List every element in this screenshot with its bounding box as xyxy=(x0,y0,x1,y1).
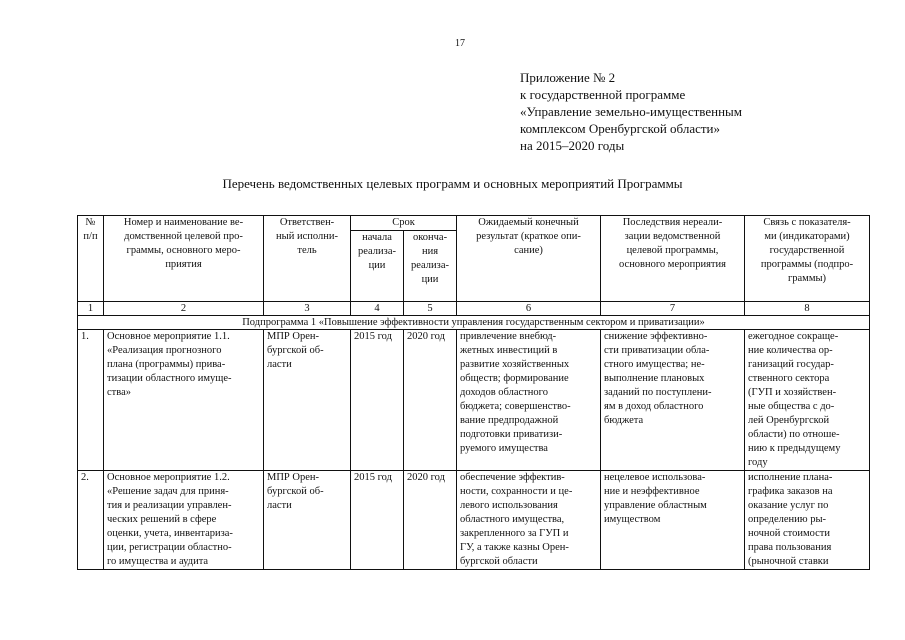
row-link xyxy=(745,471,870,570)
row-link-text: ежегодное сокраще- ние количества ор- ганизаций государ- ственного сектора (ГУП и хозяйствен- ные общества с до- лей Оренбургской области) по отноше- нию к предыдущему году xyxy=(748,331,841,468)
row-name-text: Основное мероприятие 1.2. «Решение задач для приня- тия и реализации управлен- ческих решений в сфере оценки, учета, инвентариза- ции, регистрации областно- го имущества и аудита xyxy=(107,472,233,567)
header-link xyxy=(745,216,870,302)
row-result xyxy=(457,471,601,570)
row-end: 2020 год xyxy=(404,471,457,570)
table-row xyxy=(78,471,870,570)
row-consequences-text: снижение эффективно- сти приватизации обла- стного имущества; не- выполнение плановых заданий по поступлени- ям в доход областного бюджета xyxy=(604,331,712,426)
table-header-row xyxy=(78,216,870,231)
document-title: Перечень ведомственных целевых программ и основных мероприятий Программы xyxy=(222,176,683,191)
header-name-text: Номер и наименование ве- домственной целевой про- граммы, основного меро- приятия xyxy=(123,217,244,270)
column-number: 6 xyxy=(457,302,601,316)
row-responsible-text: МПР Орен- бургской об- ласти xyxy=(267,472,324,511)
programs-table xyxy=(77,215,870,570)
header-term-end xyxy=(404,231,457,302)
row-num: 1. xyxy=(78,330,104,471)
column-number: 1 xyxy=(78,302,104,316)
header-term-start-text: начала реализа- ции xyxy=(358,232,396,271)
column-number: 7 xyxy=(601,302,745,316)
column-numbers-row xyxy=(78,302,870,316)
subprogram-title: Подпрограмма 1 «Повышение эффективности управления государственным сектором и приватизации» xyxy=(78,316,870,330)
row-result-text: обеспечение эффектив- ности, сохранности и це- левого использования областного имущества, закрепленного за ГУП и ГУ, а также казны Орен- бургской области xyxy=(460,472,573,567)
row-consequences xyxy=(601,330,745,471)
row-link xyxy=(745,330,870,471)
annex-line: на 2015–2020 годы xyxy=(520,138,625,153)
table-row xyxy=(78,330,870,471)
row-responsible xyxy=(264,330,351,471)
row-link-text: исполнение плана- графика заказов на оказание услуг по определению ры- ночной стоимости права пользования (рыночной ставки xyxy=(748,472,833,567)
header-result xyxy=(457,216,601,302)
page-number: 17 xyxy=(455,38,465,49)
row-name xyxy=(104,330,264,471)
row-end: 2020 год xyxy=(404,330,457,471)
row-responsible-text: МПР Орен- бургской об- ласти xyxy=(267,331,324,370)
row-consequences xyxy=(601,471,745,570)
row-start: 2015 год xyxy=(351,330,404,471)
row-num: 2. xyxy=(78,471,104,570)
column-number: 3 xyxy=(264,302,351,316)
row-name-text: Основное мероприятие 1.1. «Реализация прогнозного плана (программы) прива- тизации областного имуще- ства» xyxy=(107,331,232,398)
header-term-end-text: оконча- ния реализа- ции xyxy=(411,232,449,285)
header-num xyxy=(78,216,104,302)
annex-line: Приложение № 2 xyxy=(520,70,616,85)
header-link-text: Связь с показателя- ми (индикаторами) государственной программы (подпро- граммы) xyxy=(760,217,854,284)
row-consequences-text: нецелевое использова- ние и неэффективное управление областным имуществом xyxy=(604,472,707,525)
row-start: 2015 год xyxy=(351,471,404,570)
header-num-text: № п/п xyxy=(83,217,98,242)
row-result-text: привлечение внебюд- жетных инвестиций в развитие хозяйственных обществ; формирование доходов областного бюджета; совершенство- вание предпродажной подготовки приватизи- руемого имущества xyxy=(460,331,571,454)
annex-header xyxy=(520,69,840,154)
header-consequences-text: Последствия нереали- зации ведомственной целевой программы, основного мероприятия xyxy=(619,217,726,270)
header-term-start xyxy=(351,231,404,302)
column-number: 2 xyxy=(104,302,264,316)
header-term xyxy=(351,216,457,231)
header-result-text: Ожидаемый конечный результат (краткое опи- сание) xyxy=(476,217,581,256)
column-number: 4 xyxy=(351,302,404,316)
header-consequences xyxy=(601,216,745,302)
row-result xyxy=(457,330,601,471)
row-name xyxy=(104,471,264,570)
row-responsible xyxy=(264,471,351,570)
annex-line: к государственной программе xyxy=(520,87,686,102)
header-responsible-text: Ответствен- ный исполни- тель xyxy=(276,217,338,256)
header-name xyxy=(104,216,264,302)
annex-line: комплексом Оренбургской области» xyxy=(520,121,720,136)
header-term-text: Срок xyxy=(392,217,415,228)
subprogram-row xyxy=(78,316,870,330)
annex-line: «Управление земельно-имущественным xyxy=(520,104,742,119)
column-number: 8 xyxy=(745,302,870,316)
header-responsible xyxy=(264,216,351,302)
column-number: 5 xyxy=(404,302,457,316)
